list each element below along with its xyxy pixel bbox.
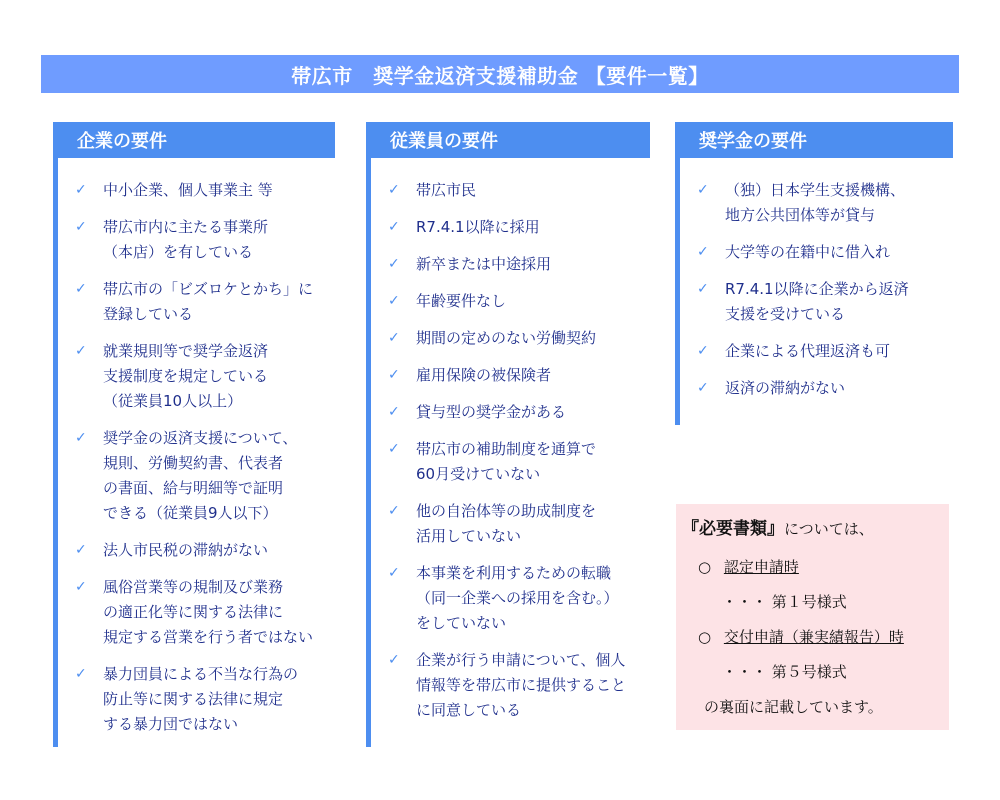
requirement-text: R7.4.1以降に企業から返済 支援を受けている — [725, 280, 909, 323]
note-intro-rest: については、 — [784, 520, 874, 538]
column-divider — [366, 158, 371, 747]
requirement-text: 返済の滞納がない — [725, 379, 846, 397]
check-icon: ✓ — [697, 281, 709, 297]
requirement-text: 風俗営業等の規制及び業務 の適正化等に関する法律に 規定する営業を行う者ではない — [103, 578, 314, 646]
check-icon: ✓ — [75, 542, 87, 558]
requirement-item — [75, 662, 335, 737]
company-requirements-list — [75, 178, 335, 749]
requirement-item — [388, 400, 650, 425]
note-closing: の裏面に記載しています。 — [704, 698, 883, 716]
employee-requirements-heading: 従業員の要件 — [366, 122, 650, 158]
company-requirements-column — [53, 122, 335, 747]
requirement-text: 奨学金の返済支援について、 規則、労働契約書、代表者 の書面、給与明細等で証明 できる（従業員9人以下） — [103, 429, 298, 522]
requirement-text: 企業による代理返済も可 — [725, 342, 891, 360]
employee-requirements-list — [388, 178, 650, 735]
requirement-item — [388, 437, 650, 487]
check-icon: ✓ — [697, 343, 709, 359]
requirement-text: 他の自治体等の助成制度を 活用していない — [416, 502, 597, 545]
check-icon: ✓ — [697, 380, 709, 396]
check-icon: ✓ — [388, 503, 400, 519]
requirement-item — [75, 426, 335, 526]
requirement-item — [388, 561, 650, 636]
requirement-item — [75, 339, 335, 414]
note-application-label: 認定申請時 — [723, 558, 799, 576]
requirement-text: 暴力団員による不当な行為の 防止等に関する法律に規定 する暴力団ではない — [103, 665, 299, 733]
requirement-item — [75, 178, 335, 203]
requirement-item — [697, 240, 953, 265]
note-line-application — [698, 556, 799, 577]
check-icon: ✓ — [388, 256, 400, 272]
requirement-item — [388, 648, 650, 723]
requirement-text: 貸与型の奨学金がある — [416, 403, 567, 421]
requirement-item — [697, 178, 953, 228]
circle-bullet-icon: ○ — [698, 558, 712, 576]
check-icon: ✓ — [388, 330, 400, 346]
column-divider — [675, 158, 680, 425]
check-icon: ✓ — [388, 219, 400, 235]
requirement-text: R7.4.1以降に採用 — [416, 218, 540, 236]
requirement-text: 帯広市内に主たる事業所 （本店）を有している — [103, 218, 269, 261]
check-icon: ✓ — [388, 367, 400, 383]
check-icon: ✓ — [697, 244, 709, 260]
check-icon: ✓ — [388, 404, 400, 420]
requirement-item — [388, 178, 650, 203]
requirement-item — [388, 252, 650, 277]
requirement-text: 雇用保険の被保険者 — [416, 366, 552, 384]
check-icon: ✓ — [388, 182, 400, 198]
requirement-item — [388, 326, 650, 351]
note-intro — [682, 514, 874, 539]
requirement-text: 本事業を利用するための転職 （同一企業への採用を含む。） をしていない — [416, 564, 619, 632]
requirement-text: 中小企業、個人事業主 等 — [103, 181, 273, 199]
note-application-form: ・・・ 第１号様式 — [722, 593, 847, 611]
note-line-grant — [698, 626, 904, 647]
scholarship-requirements-column — [675, 122, 953, 425]
note-grant-label: 交付申請（兼実績報告）時 — [723, 628, 904, 646]
check-icon: ✓ — [75, 182, 87, 198]
requirement-text: 法人市民税の滞納がない — [103, 541, 269, 559]
check-icon: ✓ — [697, 182, 709, 198]
requirement-item — [697, 339, 953, 364]
check-icon: ✓ — [75, 430, 87, 446]
scholarship-requirements-list — [697, 178, 953, 413]
check-icon: ✓ — [388, 441, 400, 457]
requirement-item — [388, 289, 650, 314]
check-icon: ✓ — [388, 565, 400, 581]
scholarship-requirements-heading: 奨学金の要件 — [675, 122, 953, 158]
company-requirements-heading: 企業の要件 — [53, 122, 335, 158]
employee-requirements-column — [366, 122, 650, 747]
check-icon: ✓ — [75, 579, 87, 595]
requirement-item — [697, 277, 953, 327]
requirement-item — [75, 538, 335, 563]
column-divider — [53, 158, 58, 747]
requirement-text: 帯広市の補助制度を通算で 60月受けていない — [416, 440, 597, 483]
check-icon: ✓ — [75, 281, 87, 297]
requirement-text: 帯広市民 — [416, 181, 477, 199]
requirement-item — [388, 499, 650, 549]
requirement-item — [75, 575, 335, 650]
required-documents-note — [676, 504, 949, 730]
page-title: 帯広市 奨学金返済支援補助金 【要件一覧】 — [41, 55, 959, 93]
requirement-text: 帯広市の「ビズロケとかち」に 登録している — [103, 280, 314, 323]
requirement-item — [388, 215, 650, 240]
requirement-item — [388, 363, 650, 388]
note-intro-bold: 『必要書類』 — [682, 519, 784, 539]
requirement-text: 年齢要件なし — [416, 292, 507, 310]
requirement-text: 就業規則等で奨学金返済 支援制度を規定している （従業員10人以上） — [103, 342, 269, 410]
requirement-text: 企業が行う申請について、個人 情報等を帯広市に提供すること に同意している — [416, 651, 627, 719]
check-icon: ✓ — [388, 652, 400, 668]
requirement-text: 大学等の在籍中に借入れ — [725, 243, 891, 261]
requirement-item — [75, 215, 335, 265]
check-icon: ✓ — [75, 219, 87, 235]
requirement-text: 期間の定めのない労働契約 — [416, 329, 597, 347]
requirement-item — [697, 376, 953, 401]
check-icon: ✓ — [388, 293, 400, 309]
requirement-text: 新卒または中途採用 — [416, 255, 552, 273]
requirement-item — [75, 277, 335, 327]
check-icon: ✓ — [75, 343, 87, 359]
circle-bullet-icon: ○ — [698, 628, 712, 646]
check-icon: ✓ — [75, 666, 87, 682]
note-grant-form: ・・・ 第５号様式 — [722, 663, 847, 681]
requirement-text: （独）日本学生支援機構、 地方公共団体等が貸与 — [725, 181, 906, 224]
